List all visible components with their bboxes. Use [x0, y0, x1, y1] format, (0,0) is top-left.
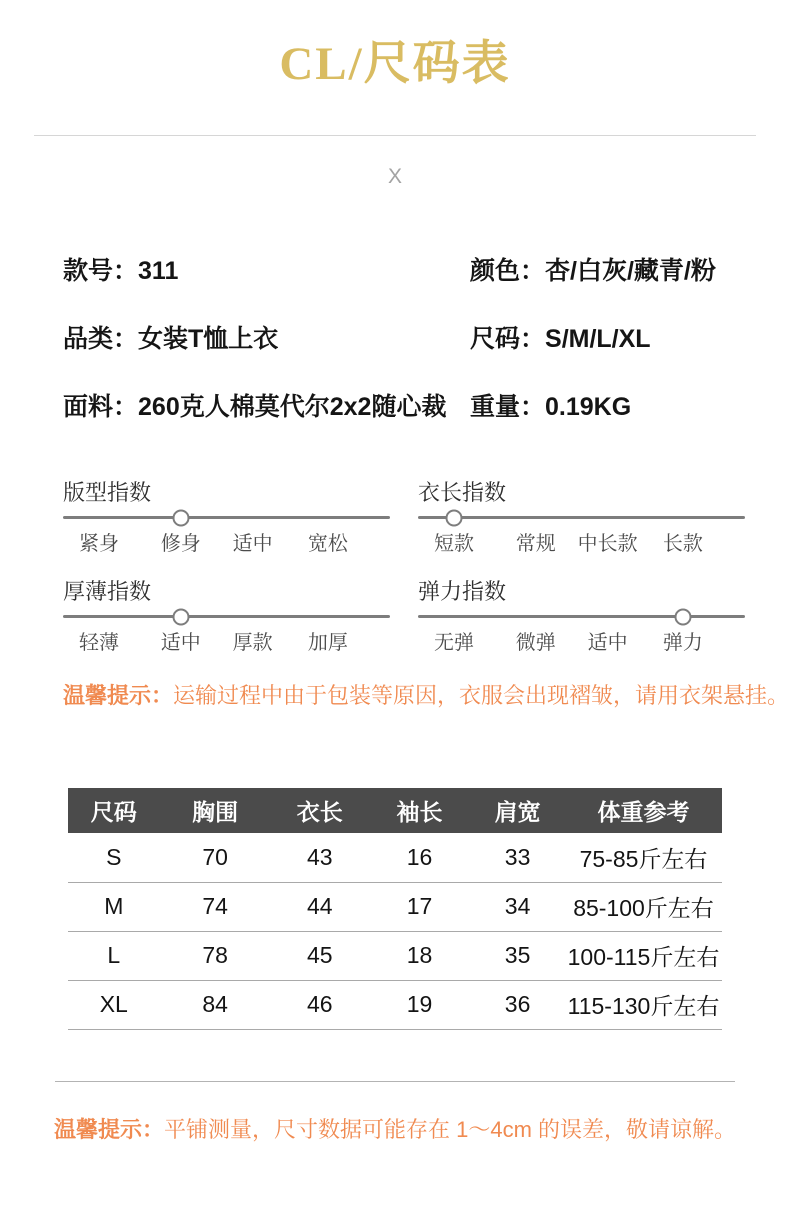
- cell-size: M: [68, 882, 160, 931]
- cell-shoulder: 35: [470, 931, 565, 980]
- slider-track: [418, 516, 745, 519]
- index-label: 常规: [515, 533, 556, 556]
- info-label: 尺码：: [470, 325, 546, 354]
- cell-size: L: [68, 931, 160, 980]
- info-label: 面料：: [63, 393, 139, 422]
- index-title: 版型指数: [63, 480, 152, 506]
- index-labels: [418, 531, 745, 557]
- info-value: 女装T恤上衣: [138, 325, 279, 354]
- cell-shoulder: 34: [470, 882, 565, 931]
- index-label: 紧身: [78, 533, 119, 556]
- slider-knob-icon: [172, 608, 189, 625]
- notice-prefix: 温馨提示：: [53, 1116, 164, 1142]
- header-shoulder: 肩宽: [494, 799, 541, 826]
- index-labels: [418, 630, 745, 656]
- index-labels: [63, 531, 390, 557]
- info-value: S/M/L/XL: [545, 325, 651, 354]
- cell-sleeve: 19: [369, 980, 470, 1029]
- info-value: 311: [138, 257, 179, 286]
- info-value: 260克人棉莫代尔2x2随心裁: [138, 393, 447, 422]
- cell-length: 45: [271, 931, 369, 980]
- index-title: 衣长指数: [418, 480, 507, 506]
- index-label: 长款: [662, 533, 703, 556]
- cell-shoulder: 33: [470, 833, 565, 882]
- index-title: 厚薄指数: [63, 579, 152, 605]
- index-group-thickness: [63, 579, 390, 656]
- info-value: 杏/白灰/藏青/粉: [545, 257, 716, 286]
- index-label: 厚款: [232, 632, 273, 655]
- cell-size: S: [68, 833, 160, 882]
- info-fabric: [63, 390, 470, 424]
- slider-knob-icon: [674, 608, 691, 625]
- size-table-header-row: [68, 788, 722, 833]
- index-label: 适中: [232, 533, 273, 556]
- index-label: 加厚: [307, 632, 348, 655]
- index-labels: [63, 630, 390, 656]
- cell-bust: 78: [160, 931, 271, 980]
- table-row-xl: [68, 980, 722, 1029]
- header-length: 衣长: [296, 799, 343, 826]
- bottom-divider: [55, 1081, 735, 1082]
- header-size: 尺码: [90, 799, 137, 826]
- header-sleeve: 袖长: [396, 799, 443, 826]
- measurement-notice: [0, 1116, 790, 1144]
- slider-track: [63, 615, 390, 618]
- index-group-stretch: [418, 579, 745, 656]
- product-info: [0, 254, 790, 424]
- index-label: 适中: [587, 632, 628, 655]
- notice-prefix: 温馨提示：: [63, 683, 174, 709]
- slider-knob-icon: [445, 509, 462, 526]
- cell-weight-range: 85-100斤左右: [565, 882, 722, 931]
- info-weight: [470, 390, 790, 424]
- slider-track: [63, 516, 390, 519]
- index-label: 中长款: [577, 533, 638, 556]
- info-label: 款号：: [63, 257, 139, 286]
- cell-shoulder: 36: [470, 980, 565, 1029]
- slider-track: [418, 615, 745, 618]
- cell-bust: 74: [160, 882, 271, 931]
- info-value: 0.19KG: [545, 393, 632, 422]
- cell-weight-range: 115-130斤左右: [565, 980, 722, 1029]
- index-label: 弹力: [662, 632, 703, 655]
- index-label: 适中: [160, 632, 201, 655]
- index-label: 无弹: [433, 632, 474, 655]
- cell-weight-range: 100-115斤左右: [565, 931, 722, 980]
- cell-length: 44: [271, 882, 369, 931]
- notice-text: 平铺测量，尺寸数据可能存在 1～4cm 的误差，敬请谅解。: [163, 1116, 737, 1142]
- page-title: CL/尺码表: [279, 38, 511, 90]
- top-divider: [34, 135, 756, 136]
- info-colors: [470, 254, 790, 288]
- cell-length: 43: [271, 833, 369, 882]
- table-row-s: [68, 833, 722, 882]
- notice-text: 运输过程中由于包装等原因，衣服会出现褶皱，请用衣架悬挂。: [173, 683, 790, 709]
- info-label: 品类：: [63, 325, 139, 354]
- info-category: [63, 322, 470, 356]
- size-table: [68, 788, 722, 1030]
- info-label: 重量：: [470, 393, 546, 422]
- info-style-number: [63, 254, 470, 288]
- index-label: 修身: [160, 533, 201, 556]
- index-label: 轻薄: [78, 632, 119, 655]
- slider-knob-icon: [172, 509, 189, 526]
- table-row-m: [68, 882, 722, 931]
- index-group-length: [418, 480, 745, 557]
- cell-length: 46: [271, 980, 369, 1029]
- cell-bust: 70: [160, 833, 271, 882]
- shipping-notice: [0, 682, 790, 710]
- header-weight-reference: 体重参考: [597, 799, 690, 826]
- index-label: 短款: [433, 533, 474, 556]
- index-title: 弹力指数: [418, 579, 507, 605]
- cell-size: XL: [68, 980, 160, 1029]
- info-label: 颜色：: [470, 257, 546, 286]
- cell-sleeve: 16: [369, 833, 470, 882]
- info-sizes: [470, 322, 790, 356]
- index-label: 宽松: [307, 533, 348, 556]
- cell-sleeve: 17: [369, 882, 470, 931]
- table-row-l: [68, 931, 722, 980]
- index-label: 微弹: [515, 632, 556, 655]
- index-sliders: [0, 480, 790, 656]
- cell-bust: 84: [160, 980, 271, 1029]
- cell-sleeve: 18: [369, 931, 470, 980]
- index-group-fit: [63, 480, 390, 557]
- header-bust: 胸围: [192, 799, 239, 826]
- cell-weight-range: 75-85斤左右: [565, 833, 722, 882]
- broken-image-x-icon: X: [387, 165, 402, 189]
